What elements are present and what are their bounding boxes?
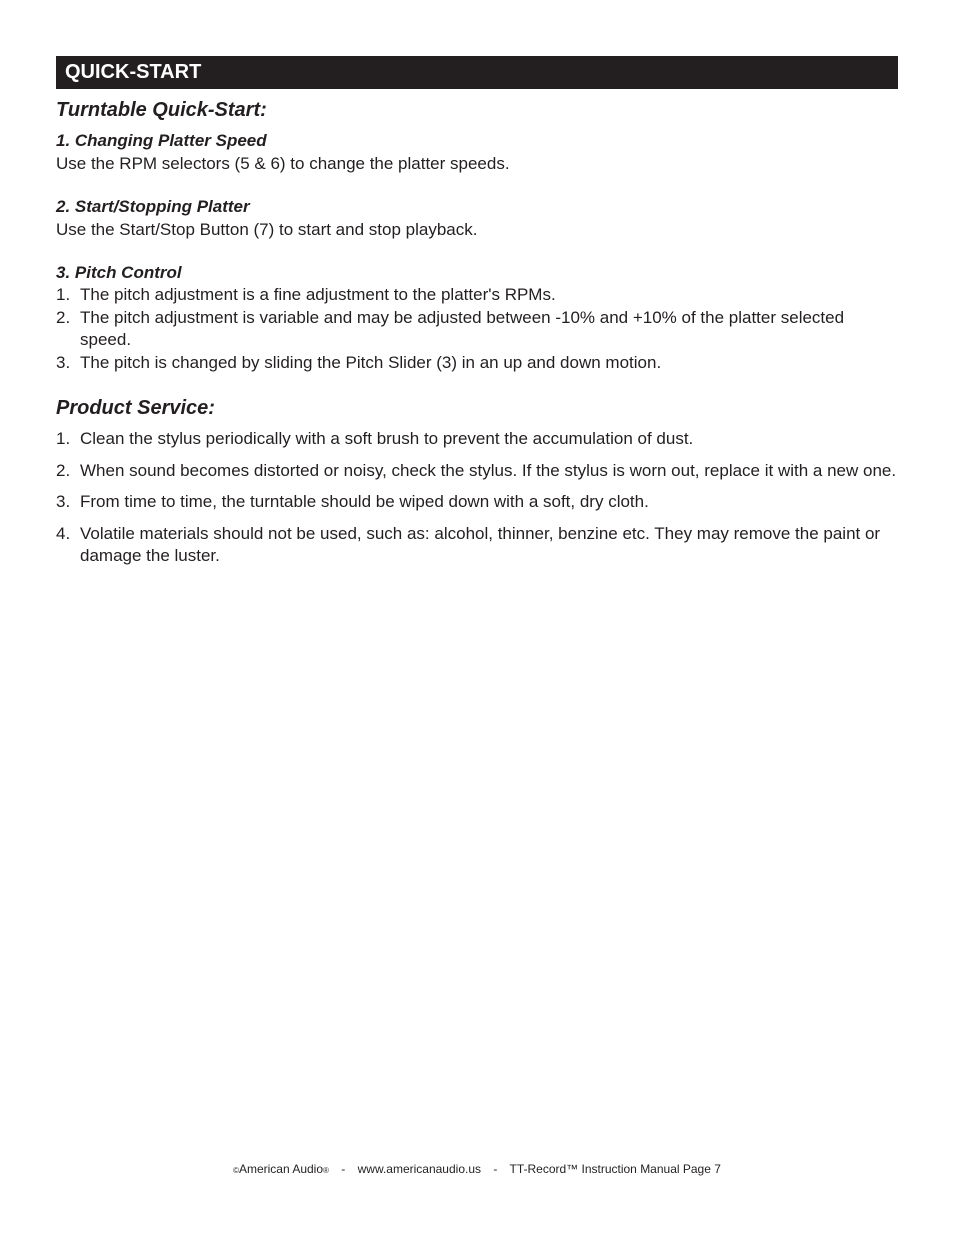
footer-separator: - (341, 1162, 346, 1176)
footer-website: www.americanaudio.us (357, 1162, 482, 1176)
copyright-symbol: © (233, 1166, 239, 1175)
list-item (56, 428, 898, 451)
list-text: The pitch is changed by sliding the Pitch Slider (3) in an up and down motion. (80, 352, 662, 372)
footer-brand: American Audio (238, 1162, 324, 1176)
list-number: 2. (56, 460, 71, 480)
list-number: 1. (56, 429, 71, 448)
list-number: 2. (56, 307, 71, 327)
footer-manual-page: TT-Record™ Instruction Manual Page 7 (509, 1162, 721, 1176)
footer-separator: - (493, 1162, 498, 1176)
list-item (56, 523, 898, 568)
list-item (56, 491, 898, 514)
section-banner: QUICK-START (56, 56, 898, 89)
list-number: 3. (56, 352, 71, 372)
page-footer (0, 1161, 954, 1179)
list-item (56, 460, 898, 483)
list-number: 1. (56, 285, 71, 304)
list-text: When sound becomes distorted or noisy, check the stylus. If the stylus is worn out, replace it with a new one. (80, 460, 897, 480)
subsection-heading: 2. Start/Stopping Platter (56, 197, 250, 216)
registered-symbol: ® (323, 1166, 329, 1175)
subsection-pitch-control (56, 262, 898, 374)
list-number: 3. (56, 492, 71, 511)
product-service-list (56, 428, 898, 568)
subsection-body: Use the RPM selectors (5 & 6) to change the platter speeds. (56, 154, 510, 173)
list-text: Clean the stylus periodically with a soft brush to prevent the accumulation of dust. (80, 429, 694, 448)
list-text: The pitch adjustment is variable and may be adjusted between -10% and +10% of the platter selected speed. (80, 307, 845, 349)
manual-page (56, 56, 898, 577)
list-number: 4. (56, 523, 71, 543)
list-text: The pitch adjustment is a fine adjustment to the platter's RPMs. (80, 285, 556, 304)
subsection-heading: 3. Pitch Control (56, 263, 182, 282)
subsection-platter-speed (56, 130, 898, 175)
list-text: From time to time, the turntable should be wiped down with a soft, dry cloth. (80, 492, 649, 511)
product-service-title: Product Service: (56, 397, 215, 419)
turntable-quickstart-title: Turntable Quick-Start: (56, 99, 267, 121)
list-item (56, 307, 898, 352)
list-item (56, 284, 898, 307)
subsection-heading: 1. Changing Platter Speed (56, 131, 267, 150)
subsection-start-stop (56, 196, 898, 241)
list-text: Volatile materials should not be used, such as: alcohol, thinner, benzine etc. They may remove the paint or damage the luster. (80, 523, 881, 565)
list-item (56, 352, 898, 375)
subsection-body: Use the Start/Stop Button (7) to start and stop playback. (56, 220, 478, 239)
pitch-control-list (56, 284, 898, 374)
